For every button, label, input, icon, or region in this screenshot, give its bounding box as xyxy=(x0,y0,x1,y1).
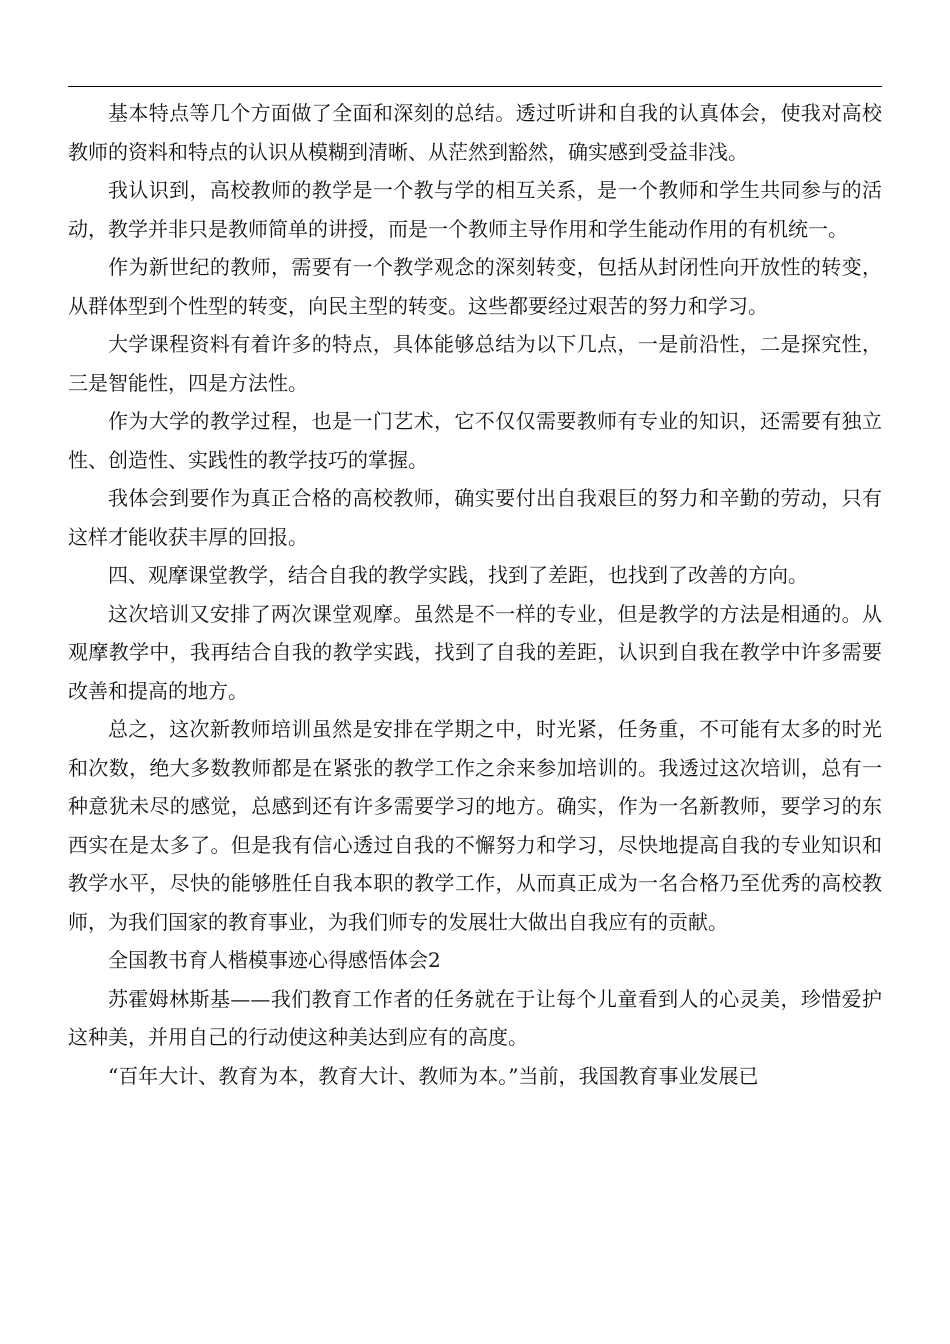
paragraph: 基本特点等几个方面做了全面和深刻的总结。透过听讲和自我的认真体会，使我对高校教师的资料和特点的认识从模糊到清晰、从茫然到豁然，确实感到受益非浅。 xyxy=(68,101,882,164)
paragraph: 四、观摩课堂教学，结合自我的教学实践，找到了差距，也找到了改善的方向。 xyxy=(108,563,808,587)
paragraph: 大学课程资料有着许多的特点，具体能够总结为以下几点，一是前沿性，二是探究性，三是智能性，四是方法性。 xyxy=(68,332,882,395)
paragraph: 我体会到要作为真正合格的高校教师，确实要付出自我艰巨的努力和辛勤的劳动，只有这样才能收获丰厚的回报。 xyxy=(68,486,882,549)
section-title: 全国教书育人楷模事迹心得感悟体会2 xyxy=(108,948,441,972)
document-body xyxy=(68,94,882,1095)
paragraph: 总之，这次新教师培训虽然是安排在学期之中，时光紧，任务重，不可能有太多的时光和次数，绝大多数教师都是在紧张的教学工作之余来参加培训的。我透过这次培训，总有一种意犹未尽的感觉，总感到还有许多需要学习的地方。确实，作为一名新教师，要学习的东西实在是太多了。但是我有信心透过自我的不懈努力和学习，尽快地提高自我的专业知识和教学水平，尽快的能够胜任自我本职的教学工作，从而真正成为一名合格乃至优秀的高校教师，为我们国家的教育事业，为我们师专的发展壮大做出自我应有的贡献。 xyxy=(68,717,882,934)
paragraph: 我认识到，高校教师的教学是一个教与学的相互关系，是一个教师和学生共同参与的活动，教学并非只是教师简单的讲授，而是一个教师主导作用和学生能动作用的有机统一。 xyxy=(68,178,882,241)
paragraph: 这次培训又安排了两次课堂观摩。虽然是不一样的专业，但是教学的方法是相通的。从观摩教学中，我再结合自我的教学实践，找到了自我的差距，认识到自我在教学中许多需要改善和提高的地方。 xyxy=(68,601,882,703)
paragraph: 作为大学的教学过程，也是一门艺术，它不仅仅需要教师有专业的知识，还需要有独立性、创造性、实践性的教学技巧的掌握。 xyxy=(68,409,882,472)
header-rule xyxy=(68,86,882,87)
paragraph: 作为新世纪的教师，需要有一个教学观念的深刻转变，包括从封闭性向开放性的转变，从群体型到个性型的转变，向民主型的转变。这些都要经过艰苦的努力和学习。 xyxy=(68,255,882,318)
paragraph: “百年大计、教育为本，教育大计、教师为本。”当前，我国教育事业发展已 xyxy=(108,1063,759,1088)
paragraph: 苏霍姆林斯基——我们教育工作者的任务就在于让每个儿童看到人的心灵美，珍惜爱护这种美，并用自己的行动使这种美达到应有的高度。 xyxy=(68,986,882,1049)
